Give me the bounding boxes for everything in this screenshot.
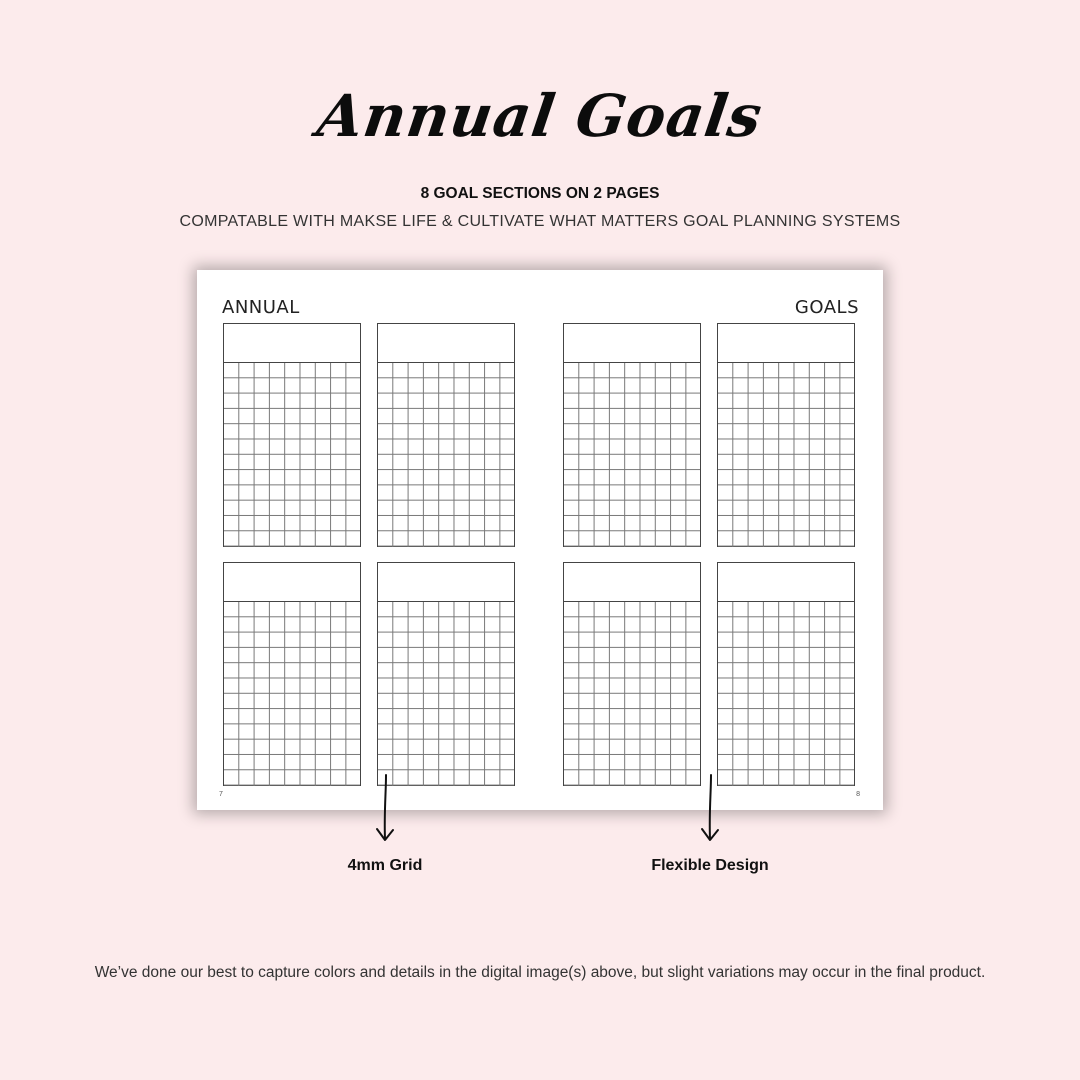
goal-grid bbox=[378, 602, 514, 786]
goal-header bbox=[224, 324, 360, 363]
goal-section-6 bbox=[377, 562, 515, 786]
goal-grid bbox=[564, 602, 700, 786]
goal-header bbox=[224, 563, 360, 602]
goal-header bbox=[564, 563, 700, 602]
goal-header bbox=[378, 563, 514, 602]
goal-header bbox=[718, 563, 854, 602]
goal-section-8 bbox=[717, 562, 855, 786]
page-title: Annual Goals bbox=[313, 82, 767, 150]
goal-section-4 bbox=[717, 323, 855, 547]
left-page-label: ANNUAL bbox=[222, 297, 300, 318]
goal-grid bbox=[378, 363, 514, 547]
subtitle: 8 GOAL SECTIONS ON 2 PAGES bbox=[420, 185, 660, 202]
goal-section-2 bbox=[377, 323, 515, 547]
goal-grid bbox=[718, 363, 854, 547]
planner-spread-preview bbox=[197, 270, 883, 810]
left-page-number: 7 bbox=[219, 791, 223, 798]
arrow-down-icon bbox=[700, 773, 720, 843]
arrow-down-icon bbox=[375, 773, 395, 843]
goal-section-1 bbox=[223, 323, 361, 547]
goal-section-3 bbox=[563, 323, 701, 547]
right-page-label: GOALS bbox=[794, 297, 859, 318]
color-disclaimer: We’ve done our best to capture colors and details in the digital image(s) above, but slight variations may occur in the final product. bbox=[94, 964, 986, 981]
goal-grid bbox=[718, 602, 854, 786]
right-page-number: 8 bbox=[856, 791, 860, 798]
goal-grid bbox=[224, 363, 360, 547]
goal-header bbox=[718, 324, 854, 363]
goal-grid bbox=[564, 363, 700, 547]
goal-section-7 bbox=[563, 562, 701, 786]
goal-section-5 bbox=[223, 562, 361, 786]
goal-grid bbox=[224, 602, 360, 786]
compatibility-tagline: COMPATABLE WITH MAKSE LIFE & CULTIVATE WHAT MATTERS GOAL PLANNING SYSTEMS bbox=[179, 213, 901, 230]
goal-header bbox=[378, 324, 514, 363]
design-annotation: Flexible Design bbox=[651, 857, 769, 874]
grid-annotation: 4mm Grid bbox=[347, 857, 423, 874]
goal-header bbox=[564, 324, 700, 363]
